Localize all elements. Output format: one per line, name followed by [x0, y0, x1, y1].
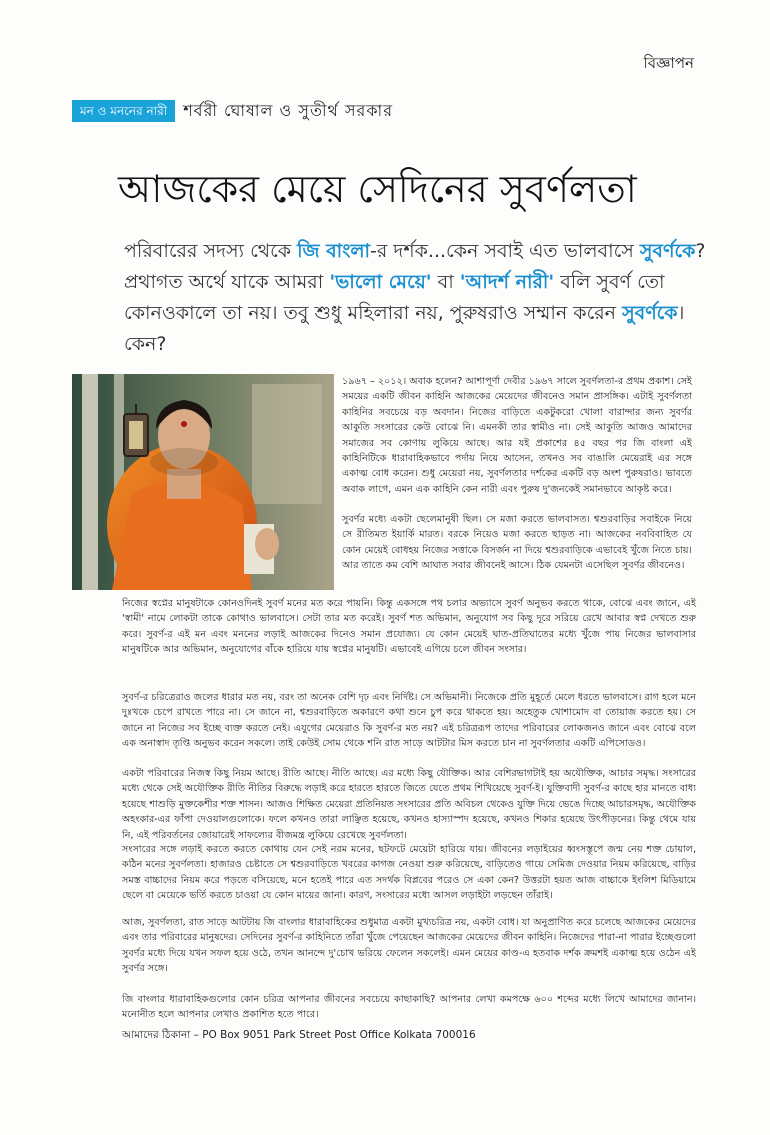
lead-highlight: জি বাংলা: [297, 240, 371, 262]
actress-photo: [72, 374, 334, 590]
lead-text: ? প্রথাগত অর্থে যাকে আমরা: [124, 240, 706, 293]
body-paragraph: সুবর্ণ-র চরিত্রেরাও জলের ধারার মত নয়, বরং তা অনেক বেশি দৃঢ় এবং নির্দিষ্ট। সে অভিমানী। নিজেকে প্রতি মুহূর্তে মেলে ধরতে ভালবাসে। রাগ হলে মনে দুঃখকে চেপে রাখতে পারে না। সে জানে না, শ্বশুরবাড়িতে অকারণে কথা শুনে চুপ করে থাকতে হয়। অহেতুক খোশামোদ বা তোয়াজ করতে হয়। সে জানে না নিজের সব ইচ্ছে ব্যক্ত করতে নেই। এযুগের মেয়েরাও কি সুবর্ণ-র মত নয়? এই চরিত্ররূপ তাদের পরিবারের লোকজনও জানে এবং বোঝে বলে এক অনাস্বাদ তৃপ্তি অনুভব করেন সকলে। তাই কেউই সোম থেকে শনি রাত সাড়ে আটটার মিস করতে চান না সুবর্ণলতার একটি এপিসোডও।: [122, 692, 696, 750]
headline: আজকের মেয়ে সেদিনের সুবর্ণলতা: [118, 167, 637, 211]
lead-text: পরিবারের সদস্য থেকে: [124, 240, 298, 262]
authors: শর্বরী ঘোষাল ও সুতীর্থ সরকার: [183, 100, 393, 120]
body-paragraph: আজ, সুবর্ণলতা, রাত সাড়ে আটটায় জি বাংলার ধারাবাহিকের শুধুমাত্র একটা মুখ্যচরিত্র নয়, একটা বোধ। যা অনুপ্রাণিত করে চলেছে আজকের মেয়েদের এবং তার পরিবারের মানুষদের। সেদিনের সুবর্ণ-র কাহিনিতে তাঁরা খুঁজে পেয়েছেন আজকের মেয়েদের জীবন কাহিনি। নিজেদের পারা-না পারার ইচ্ছেগুলো সুবর্ণর মধ্যে দিয়ে যখন সফল হয়ে ওঠে, তখন আনন্দে দু'চোখ ভরিয়ে ফেলেন সকলেই। এমন মেয়ের কাণ্ড-এ হতবাক দর্শক ক্রমশই একাত্ম হয়ে ওঠেন এই সুবর্ণর সঙ্গে।: [122, 917, 696, 975]
lead-highlight: 'ভালো মেয়ে': [329, 271, 432, 293]
lead-highlight: সুবর্ণকে: [622, 302, 678, 324]
advertisement-label: বিজ্ঞাপন: [643, 54, 694, 72]
actress-photo-illustration: [72, 374, 334, 590]
postal-address: আমাদের ঠিকানা – PO Box 9051 Park Street Post Office Kolkata 700016: [122, 1029, 476, 1041]
byline: [72, 100, 393, 122]
lead-text: বা: [431, 271, 460, 293]
lead-text: বলি সুবর্ণ তো কোনওকালে তা নয়। তবু শুধু মহিলারা নয়, পুরুষরাও সম্মান করেন: [124, 271, 665, 324]
lead-highlight: সুবর্ণকে: [639, 240, 696, 262]
body-paragraph: ১৯৬৭ – ২০১২। অবাক হলেন? আশাপূর্ণা দেবীর ১৯৬৭ সালে সুবর্ণলতা-র প্রথম প্রকাশ। সেই সময়ের একটি জীবন কাহিনি আজকের মেয়েদের জীবনেও সমান প্রাসঙ্গিক। এটাই সুবর্ণলতা কাহিনির সবচেয়ে বড় অবদান। নিজের বাড়িতে একটুকরো খোলা বারান্দার জন্য সুবর্ণর আকুতি সংসারের কেউ বোঝে নি। এমনকী তার স্বামীও না। সেই আকুতি আজও আমাদের সমাজের সব কোণায় লুকিয়ে আছে। আর যই প্রকাশের ৪৫ বছর পর জি বাংলা এই কাহিনিটিকে ধারাবাহিকভাবে পর্দায় নিয়ে আসেন, তখনও সব বাঙালি মেয়েরাই এর সঙ্গে একাত্ম বোধ করেন। শুধু মেয়েরা নয়, সুবর্ণলতার দর্শকের একটি বড় অংশ পুরুষরাও। ভাবতে অবাক লাগে, এমন এক কাহিনি কেন নারী এবং পুরুষ দু'জনকেই সমানভাবে আকৃষ্ট করে।: [342, 376, 692, 495]
lead-highlight: 'আদর্শ নারী': [459, 271, 555, 293]
section-tag: মন ও মননের নারী: [72, 100, 175, 122]
body-paragraph: একটা পরিবারের নিজস্ব কিছু নিয়ম আছে। রীতি আছে। নীতি আছে। এর মধ্যে কিছু যৌক্তিক। আর বেশিরভাগটাই হয় অযৌক্তিক, আচার সমৃদ্ধ। সংসারের মধ্যে থেকে সেই অযৌক্তিক রীতি নীতির বিরুদ্ধে লড়াই করে হারতে হারতে জিতে যেতে প্রথম শিখিয়েছে সুবর্ণ-ই। যুক্তিবাদী সুবর্ণ-র কাছে হার মানতে বাধ্য হয়েছে শাশুড়ি মুক্তকেশীর শক্ত শাসন। আজও শিক্ষিত মেয়েরা প্রতিনিয়ত সংসারের প্রতি অবিচল থেকেও যুক্তি দিয়ে ভেঙে দিচ্ছে আচারসমৃদ্ধ, অযৌক্তিক অহংকার-এর ফাঁপা দেওয়ালগুলোকে। ফলে কখনও তারা লাঞ্ছিত হয়েছে, কখনও হাস্যাস্পদ হয়েছে, কখনও শিকার হয়েছে উৎপীড়নের। কিন্তু থেমে যায় নি, এই পরিবর্তনের জোয়ারেই সাফল্যের বীজমন্ত্র লুকিয়ে রেখেছে সুবর্ণলতা।: [122, 768, 696, 841]
lead-text: । কেন?: [124, 302, 685, 355]
body-paragraph: নিজের স্বপ্নের মানুষটাকে কোনওদিনই সুবর্ণ মনের মত করে পায়নি। কিন্তু একসঙ্গে পথ চলার অভ্যাসে সুবর্ণ অনুভব করতে থাকে, বোঝে এবং জানে, এই 'স্বামী' নামে লোকটা তাকে কোথাও ভালবাসে। সেটা তার মত করেই। সুবর্ণ শত অভিমান, অনুযোগ সব কিছু দূরে সরিয়ে রেখে আবার স্বপ্ন দেখতে শুরু করে। সুবর্ণ-র এই মন এবং মননের লড়াই আজকের দিনেও সমান প্রযোজ্য। যে কোন মেয়েই ঘাত-প্রতিঘাতের মধ্যে খুঁজে পায় নিজের ভালবাসার মানুষটিকে আর অভিমান, অনুযোগের বাঁকে হারিয়ে যায় স্বপ্নের মানুষটি। এভাবেই এগিয়ে চলে জীবন সংসার।: [122, 598, 696, 656]
lead-paragraph: [124, 236, 714, 360]
lead-text: -র দর্শক...কেন সবাই এত ভালবাসে: [370, 240, 640, 262]
body-paragraph: সংসারের সঙ্গে লড়াই করতে করতে কোথায় যেন সেই নরম মনের, ছটফটে মেয়েটা হারিয়ে যায়। জীবনের লড়াইয়ের ধ্বংসস্তূপে জন্ম নেয় শক্ত চোয়াল, কঠিন মনের সুবর্ণলতা। হাজারও চেষ্টাতে সে শ্বশুরবাড়িতে খবরের কাগজ নেওয়া শুরু করিয়েছে, বাড়িতেও গায়ে সেমিজ দেওয়ার নিয়ম করিয়েছে, বাড়ির সমস্ত বাচ্চাদের নিয়ম করে পড়তে বসিয়েছে, মনে হতেই পারে এত সদর্থক বিপ্লবের পরেও সে একা কেন? উত্তরটা হয়ত আজ বাচ্চাকে ইংলিশ মিডিয়ামে ছেলে বা মেয়েকে ভর্তি করতে চাওয়া যে কোন মায়ের জানা। কারণ, সংসারের মধ্যে আসল লড়াইটা লড়ছেন তাঁরাই।: [122, 844, 696, 902]
reader-invitation: জি বাংলার ধারাবাহিকগুলোর কোন চরিত্র আপনার জীবনের সবচেয়ে কাছাকাছি? আপনার লেখা কমপক্ষে ৬০০ শব্দের মধ্যে লিখে আমাদের জানান। মনোনীত হলে আপনার লেখাও প্রকাশিত হতে পারে।: [122, 994, 696, 1021]
body-paragraph: সুবর্ণর মধ্যে একটা ছেলেমানুষী ছিল। সে মজা করতে ভালবাসত। শ্বশুরবাড়ির সবাইকে নিয়ে সে রীতিমত ইয়ার্কি মারত। বরকে নিয়েও মজা করতে ছাড়ত না। আজকের নববিবাহিত যে কোন মেয়েই বোধহয় নিজের সত্তাকে বিসর্জন না দিয়ে শ্বশুরবাড়িকে এভাবেই খুঁজে নিতে চায়। আর তাতে কম বেশি আঘাত সবার জীবনেই আসে। ঠিক যেমনটা এসেছিল সুবর্ণর জীবনেও।: [342, 514, 692, 572]
